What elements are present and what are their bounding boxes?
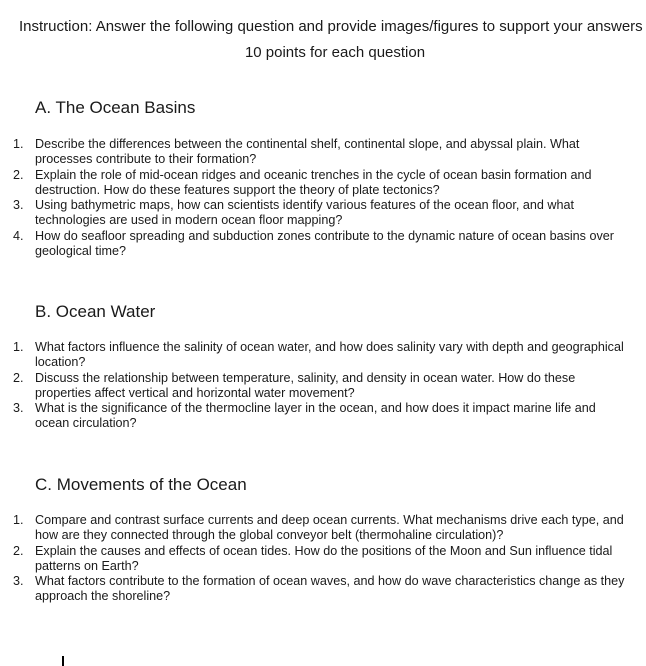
question-item	[0, 229, 630, 260]
question-number: 1.	[13, 340, 24, 354]
question-list-ocean-basins	[0, 137, 630, 259]
question-number: 3.	[13, 401, 24, 416]
question-text: Compare and contrast surface currents and deep ocean currents. What mechanisms drive each type, and how are they connected through the global conveyor belt (thermohaline circulation)?	[35, 513, 624, 543]
section-heading-ocean-water: B. Ocean Water	[35, 302, 156, 321]
question-text: Using bathymetric maps, how can scientists identify various features of the ocean floor, and what technologies are used in modern ocean floor mapping?	[35, 198, 575, 228]
question-item	[0, 371, 630, 402]
question-item	[0, 574, 630, 605]
question-item	[0, 168, 630, 199]
question-number: 3.	[13, 198, 24, 213]
question-text: Describe the differences between the continental shelf, continental slope, and abyssal plain. What processes contribute to their formation?	[35, 137, 580, 167]
question-text: What is the significance of the thermocline layer in the ocean, and how does it impact marine life and ocean circulation?	[35, 401, 596, 431]
question-text: Discuss the relationship between temperature, salinity, and density in ocean water. How do these properties affect vertical and horizontal water movement?	[35, 370, 576, 400]
question-item	[0, 198, 630, 229]
question-number: 2.	[13, 167, 24, 182]
section-heading-ocean-basins: A. The Ocean Basins	[35, 98, 196, 117]
points-note: 10 points for each question	[244, 44, 426, 61]
question-number: 2.	[13, 370, 24, 385]
question-number: 1.	[13, 513, 24, 527]
question-text: Explain the role of mid-ocean ridges and oceanic trenches in the cycle of ocean basin formation and destruction. How do these features support the theory of plate tectonics?	[35, 167, 592, 197]
question-item	[0, 544, 630, 575]
question-text: What factors influence the salinity of ocean water, and how does salinity vary with depth and geographical location?	[35, 340, 624, 370]
question-number: 4.	[13, 228, 24, 243]
question-number: 3.	[13, 574, 24, 589]
question-list-ocean-movements	[0, 513, 630, 605]
question-item	[0, 137, 630, 168]
section-heading-ocean-movements: C. Movements of the Ocean	[35, 475, 247, 494]
instruction-text: Instruction: Answer the following question and provide images/figures to support your answers	[19, 18, 643, 35]
question-number: 1.	[13, 137, 24, 151]
question-item	[0, 340, 630, 371]
text-cursor	[62, 656, 64, 666]
question-item	[0, 401, 630, 432]
question-number: 2.	[13, 543, 24, 558]
question-list-ocean-water	[0, 340, 630, 432]
question-text: What factors contribute to the formation of ocean waves, and how do wave characteristics change as they approach the shoreline?	[35, 574, 625, 604]
question-text: Explain the causes and effects of ocean tides. How do the positions of the Moon and Sun influence tidal patterns on Earth?	[35, 543, 613, 573]
question-item	[0, 513, 630, 544]
question-text: How do seafloor spreading and subduction zones contribute to the dynamic nature of ocean basins over geological time?	[35, 228, 614, 259]
